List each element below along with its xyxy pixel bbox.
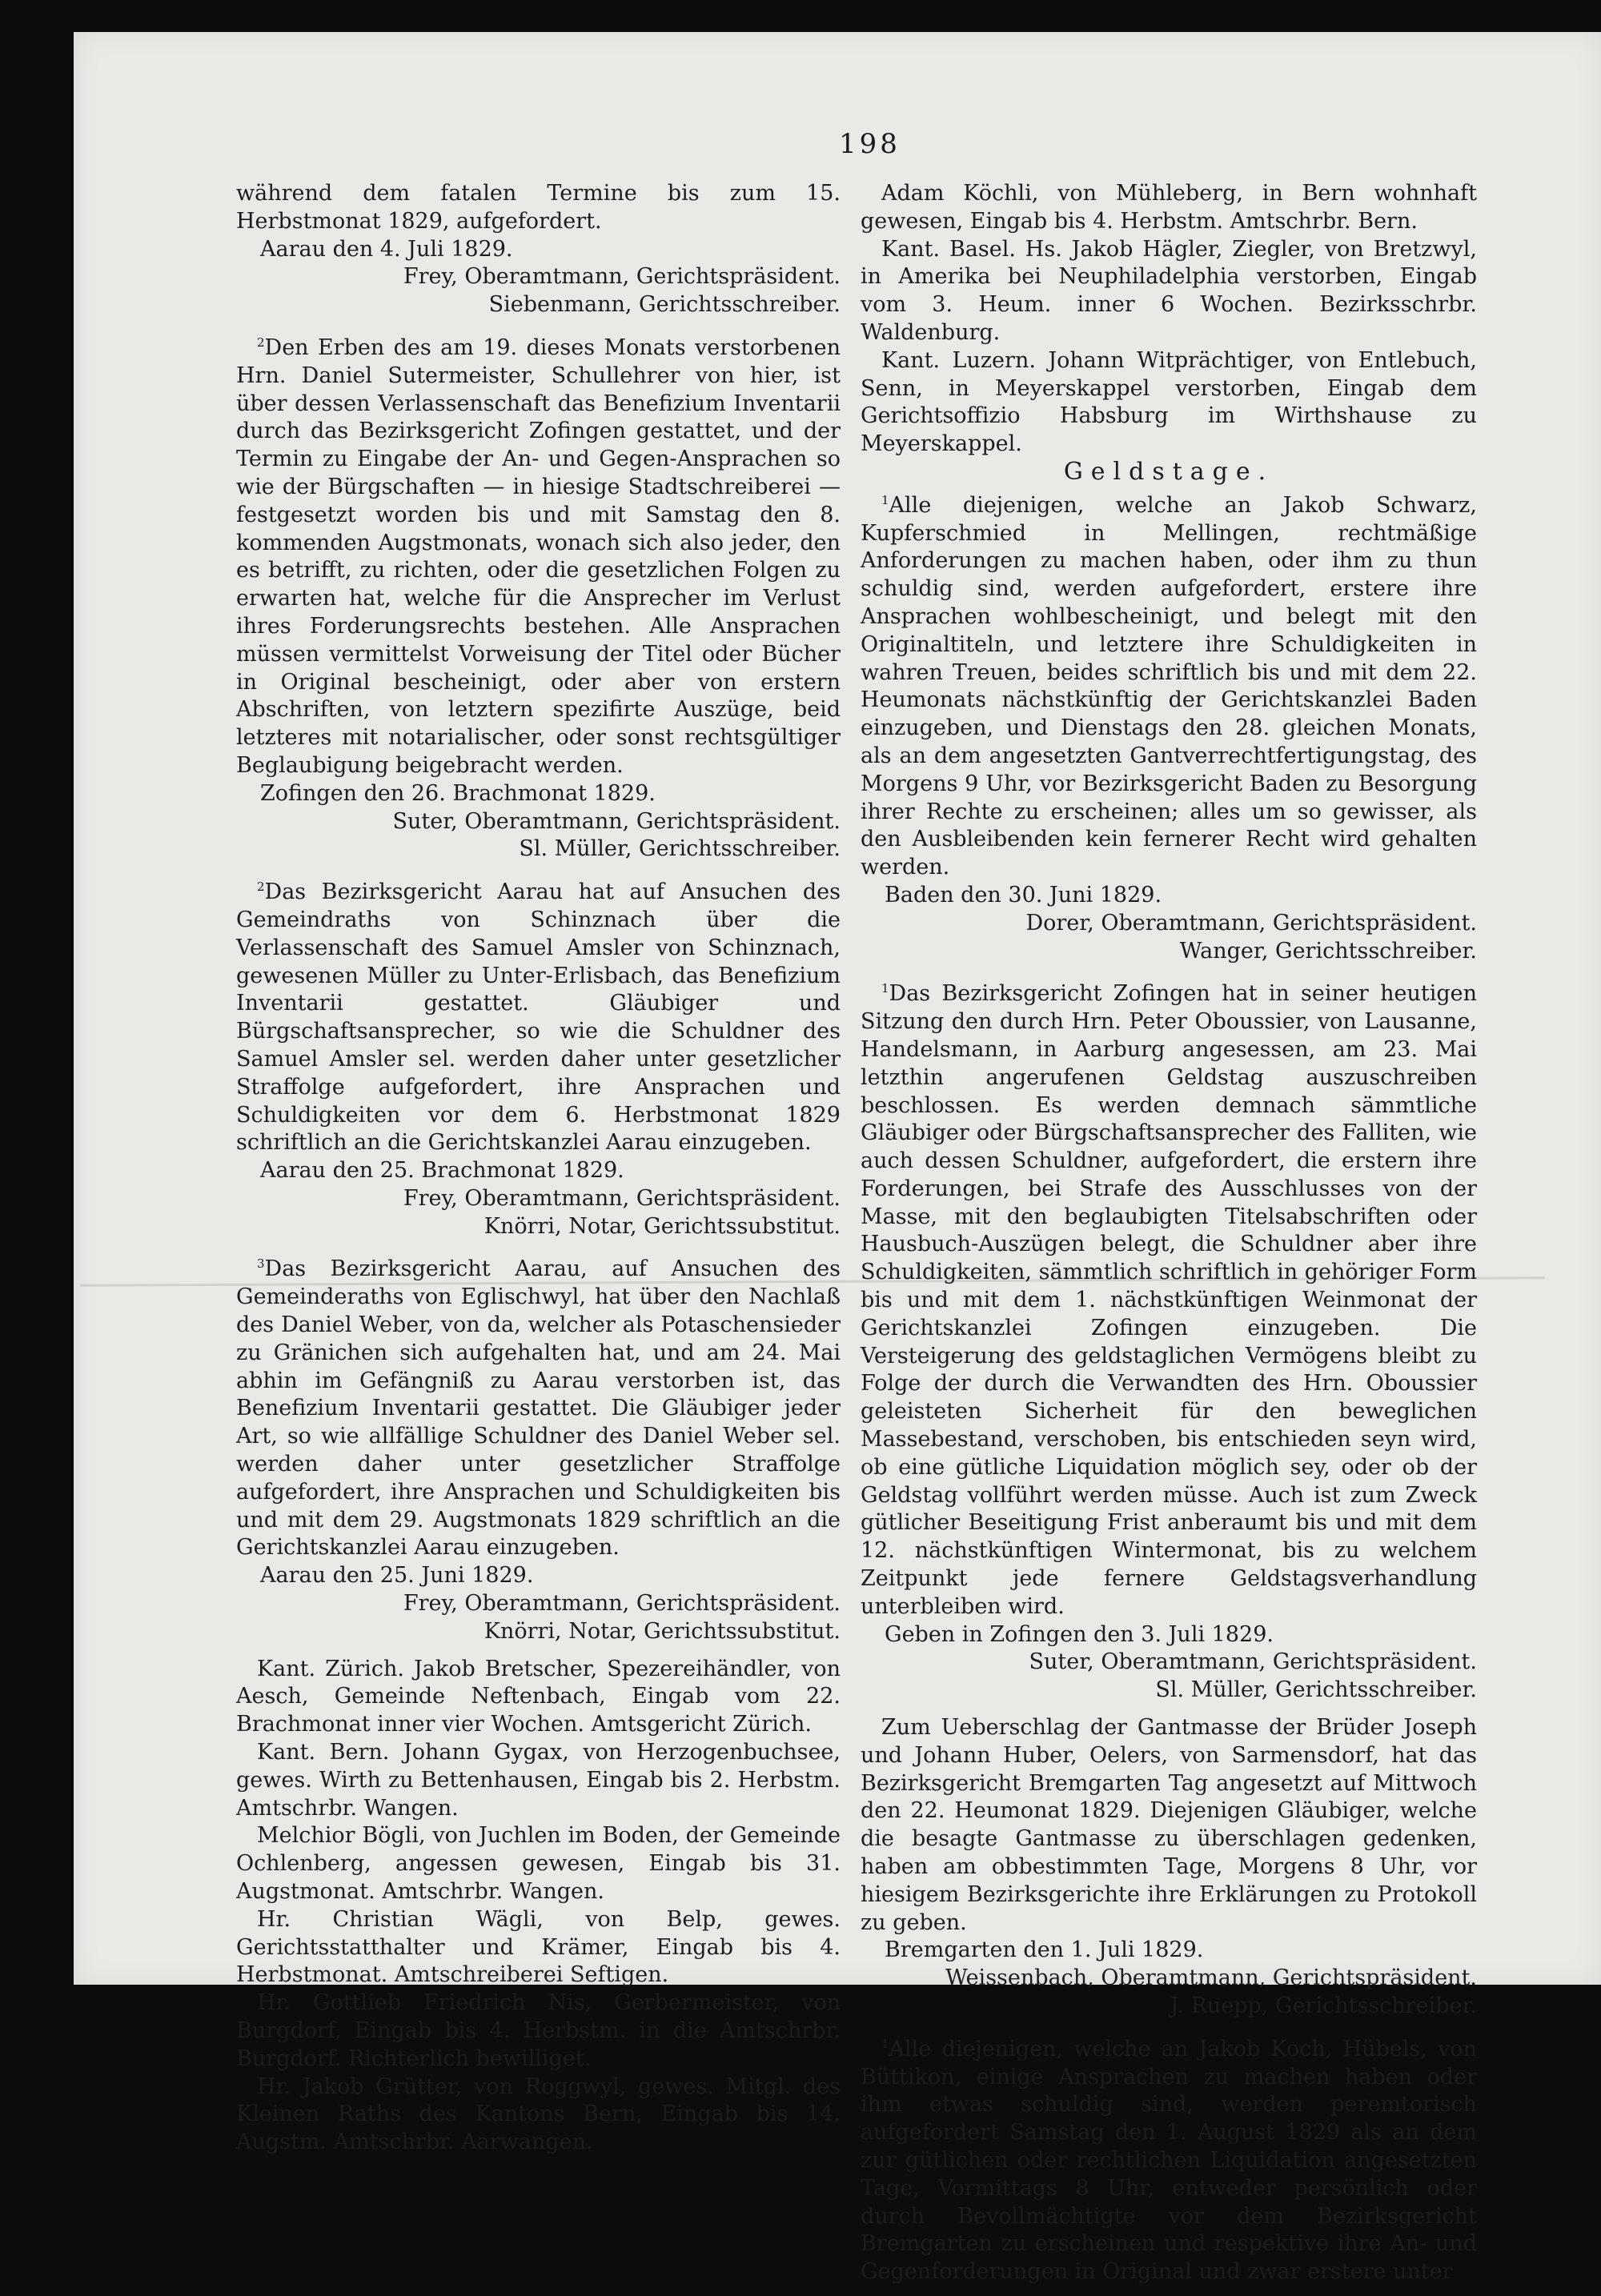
notice-signature: Frey, Oberamtmann, Gerichtspräsident. (403, 1185, 841, 1211)
notice-body: Den Erben des am 19. dieses Monats verstorbenen Hrn. Daniel Sutermeister, Schullehrer von hier, ist über dessen Verlassenschaft das Benefizium Inventarii durch das Bezirksgericht Zofingen gestattet, und der Termin zu Eingabe der An- und Gegen-Ansprachen so wie der Bürgschaften — in hiesige Stadtschreiberei — festgesetzt worden bis und mit Samstag den 8. kommenden Augstmonats, wonach sich also jeder, den es betrifft, zu richten, oder die gesetzlichen Folgen zu erwarten hat, welche für die Ansprecher im Verlust ihres Forderungsrechts bestehen. Alle Ansprachen müssen vermittelst Vorweisung der Titel oder Bücher in Original bescheinigt, oder aber von erstern Abschriften, von letztern spezifirte Auszüge, beid letzteres mit notarialischer, oder sonst rechtsgültiger Beglaubigung beigebracht werden. (236, 335, 841, 778)
notice-signature: Suter, Oberamtmann, Gerichtspräsident. (1029, 1649, 1477, 1675)
notice-mark: 2 (257, 335, 265, 350)
notice-signature: J. Ruepp, Gerichtsschreiber. (1170, 1993, 1477, 2018)
notice-continuation (236, 180, 841, 319)
notice-signature: Knörri, Notar, Gerichtssubstitut. (484, 1213, 841, 1239)
notice-body: Alle diejenigen, welche an Jakob Schwarz, Kupferschmied in Mellingen, rechtmäßige Anforderungen zu machen haben, oder ihm zu thun schuldig sind, werden aufgefordert, erstere ihre Ansprachen wohlbescheinigt, und belegt mit den Originaltiteln, und letztere ihre Schuldigkeiten in wahren Treuen, beides schriftlich bis und mit dem 22. Heumonats nächstkünftig der Gerichtskanzlei Baden einzugeben, und Dienstags den 28. gleichen Monats, als an dem angesetzten Gantverrechtfertigungstag, des Morgens 9 Uhr, vor Bezirksgericht Baden zu Besorgung ihrer Rechte zu erscheinen; alles um so gewisser, als den Ausbleibenden kein fernerer Recht wird gehalten werden. (861, 492, 1477, 880)
notice-amsler (236, 873, 841, 1240)
notice-signature: Sl. Müller, Gerichtsschreiber. (519, 836, 841, 862)
notice-weber (236, 1250, 841, 1645)
notice-body: Alle diejenigen, welche an Jakob Koch, Hübels, von Büttikon, einige Ansprachen zu machen haben oder ihm etwas schuldig sind, werden peremtorisch aufgefordert Samstag den 1. August 1829 als an dem zur gütlichen oder rechtlichen Liquidation angesetzten Tage, Vormittags 8 Uhr, entweder persönlich oder durch Bevollmächtigte vor dem Bezirksgericht Bremgarten zu erscheinen und respektive ihre An- und Gegenforderungen in Original und zwar erstere unter (861, 2036, 1477, 2285)
notice-date: Baden den 30. Juni 1829. (885, 882, 1162, 908)
notice-date: Aarau den 4. Juli 1829. (260, 236, 513, 262)
notice-text (236, 1250, 841, 1562)
notice-signature: Dorer, Oberamtmann, Gerichtspräsident. (1025, 910, 1477, 936)
section-heading: Geldstage. (1063, 457, 1274, 486)
notice-signature: Siebenmann, Gerichtsschreiber. (488, 292, 841, 318)
notice-koechli: Adam Köchli, von Mühleberg, in Bern wohnhaft gewesen, Eingab bis 4. Herbstm. Amtschrbr. Bern. (861, 181, 1477, 234)
notice-signature: Suter, Oberamtmann, Gerichtspräsident. (392, 808, 841, 834)
notice-schwarz (861, 487, 1477, 966)
notice-text (236, 329, 841, 780)
notice-huber (861, 1714, 1477, 2021)
notice-body: Das Bezirksgericht Aarau hat auf Ansuchen des Gemeindraths von Schinznach über die Verlassenschaft des Samuel Amsler von Schinznach, gewesenen Müller zu Unter-Erlisbach, das Benefizium Inventarii gestattet. Gläubiger und Bürgschaftsansprecher, so wie die Schuldner des Samuel Amsler sel. werden daher unter gesetzlicher Straffolge aufgefordert, ihre Ansprachen und Schuldigkeiten vor dem 6. Herbstmonat 1829 schriftlich an die Gerichtskanzlei Aarau einzugeben. (236, 880, 841, 1156)
notice-bretscher: Kant. Zürich. Jakob Bretscher, Spezereihändler, von Aesch, Gemeinde Neftenbach, Eingab vom 22. Brachmonat inner vier Wochen. Amtsgericht Zürich. (236, 1656, 841, 1737)
notice-gruetter: Hr. Jakob Grütter, von Roggwyl, gewes. Mitgl. des Kleinen Raths des Kantons Bern, Eingab bis 14. Augstm. Amtschrbr. Aarwangen. (236, 2074, 841, 2155)
page-number: 198 (839, 128, 901, 160)
notice-haegler: Kant. Basel. Hs. Jakob Hägler, Ziegler, von Bretzwyl, in Amerika bei Neuphiladelphia verstorben, Eingab vom 3. Heum. inner 6 Wochen. Bezirksschrbr. Waldenburg. (861, 236, 1477, 345)
notice-body: Das Bezirksgericht Zofingen hat in seiner heutigen Sitzung den durch Hrn. Peter Oboussier, von Lausanne, Handelsmann, in Aarburg angesessen, am 23. Mai letzthin angerufenen Geldstag auszuschreiben beschlossen. Es werden demnach sämmtliche Gläubiger oder Bürgschaftsansprecher des Falliten, wie auch dessen Schuldner, aufgefordert, die erstern ihre Forderungen, bei Strafe des Ausschlusses von der Masse, mit den beglaubigten Titelsabschriften oder Hausbuch-Auszügen belegt, die Schuldner aber ihre Schuldigkeiten, sämmtlich schriftlich in gehöriger Form bis und mit dem 1. nächstkünftigen Weinmonat der Gerichtskanzlei Zofingen einzugeben. Die Versteigerung des geldstaglichen Vermögens bleibt zu Folge der durch die Verwandten des Hrn. Oboussier geleisteten Sicherheit für den beweglichen Massebestand, verschoben, bis entschieden seyn wird, ob eine gütliche Liquidation möglich sey, oder ob der Geldstag vollführt werden müsse. Auch ist zum Zweck gütlicher Beseitigung Frist anberaumt bis und mit dem 12. nächstkünftigen Wintermonat, bis zu welchem Zeitpunkt jede fernere Geldstagsverhandlung unterbleiben wird. (861, 981, 1477, 1619)
notice-witpraechtiger: Kant. Luzern. Johann Witprächtiger, von Entlebuch, Senn, in Meyerskappel verstorben, Eingab dem Gerichtsoffizio Habsburg im Wirthshause zu Meyerskappel. (861, 347, 1477, 457)
notice-signature: Weissenbach, Oberamtmann, Gerichtspräsident. (945, 1965, 1477, 1991)
notice-signature: Frey, Oberamtmann, Gerichtspräsident. (403, 1591, 841, 1617)
notice-boegli: Melchior Bögli, von Juchlen im Boden, der Gemeinde Ochlenberg, angessen gewesen, Eingab bis 31. Augstmonat. Amtschrbr. Wangen. (236, 1823, 841, 1905)
left-column (236, 180, 841, 2157)
notice-mark: 1 (881, 981, 889, 996)
notice-signature: Knörri, Notar, Gerichtssubstitut. (484, 1618, 841, 1644)
notice-date: Aarau den 25. Juni 1829. (260, 1563, 534, 1589)
notice-nis: Hr. Gottlieb Friedrich Nis, Gerbermeister, von Burgdorf, Eingab bis 4. Herbstm. in die Amtschrbr. Burgdorf. Richterlich bewilliget. (236, 1990, 841, 2071)
notice-waegli: Hr. Christian Wägli, von Belp, gewes. Gerichtsstatthalter und Krämer, Eingab bis 4. Herbstmonat. Amtschreiberei Seftigen. (236, 1906, 841, 1988)
notice-signature: Wanger, Gerichtsschreiber. (1179, 938, 1477, 964)
notice-signature: Sl. Müller, Gerichtsschreiber. (1155, 1677, 1477, 1703)
notice-koch (861, 2030, 1477, 2286)
notice-date: Bremgarten den 1. Juli 1829. (885, 1937, 1204, 1963)
notice-signature: Frey, Oberamtmann, Gerichtspräsident. (403, 264, 841, 290)
notice-mark: 3 (257, 1256, 265, 1272)
right-column (861, 180, 1477, 2296)
notice-mark: 1 (881, 2036, 889, 2051)
notice-date: Aarau den 25. Brachmonat 1829. (260, 1158, 624, 1184)
notice-text: während dem fatalen Termine bis zum 15. Herbstmonat 1829, aufgefordert. (236, 181, 841, 234)
notice-text (236, 873, 841, 1157)
notice-date: Zofingen den 26. Brachmonat 1829. (260, 780, 656, 806)
notice-text: Zum Ueberschlag der Gantmasse der Brüder Joseph und Johann Huber, Oelers, von Sarmensdorf, hat das Bezirksgericht Bremgarten Tag angesetzt auf Mittwoch den 22. Heumonat 1829. Diejenigen Gläubiger, welche die besagte Gantmasse zu überschlagen gedenken, haben am obbestimmten Tage, Morgens 8 Uhr, vor hiesigem Bezirksgerichte ihre Erklärungen zu Protokoll zu geben. (861, 1715, 1477, 1935)
notice-oboussier (861, 975, 1477, 1705)
notice-mark: 1 (881, 492, 889, 507)
notice-sutermeister (236, 329, 841, 864)
notice-text (861, 2030, 1477, 2286)
notice-gygax: Kant. Bern. Johann Gygax, von Herzogenbuchsee, gewes. Wirth zu Bettenhausen, Eingab bis 2. Herbstm. Amtschrbr. Wangen. (236, 1740, 841, 1821)
notice-date: Geben in Zofingen den 3. Juli 1829. (885, 1621, 1274, 1647)
notice-body: Das Bezirksgericht Aarau, auf Ansuchen des Gemeinderaths von Eglischwyl, hat über den Nachlaß des Daniel Weber, von da, welcher als Potaschensieder zu Gränichen sich aufgehalten hat, und am 24. Mai abhin im Gefängniß zu Aarau verstorben ist, das Benefizium Inventarii gestattet. Die Gläubiger jeder Art, so wie allfällige Schuldner des Daniel Weber sel. werden daher unter gesetzlicher Straffolge aufgefordert, ihre Ansprachen und Schuldigkeiten bis und mit dem 29. Augstmonats 1829 schriftlich an die Gerichtskanzlei Aarau einzugeben. (236, 1256, 841, 1561)
notice-mark: 2 (257, 880, 265, 895)
notice-text (861, 975, 1477, 1621)
notice-text (861, 487, 1477, 882)
